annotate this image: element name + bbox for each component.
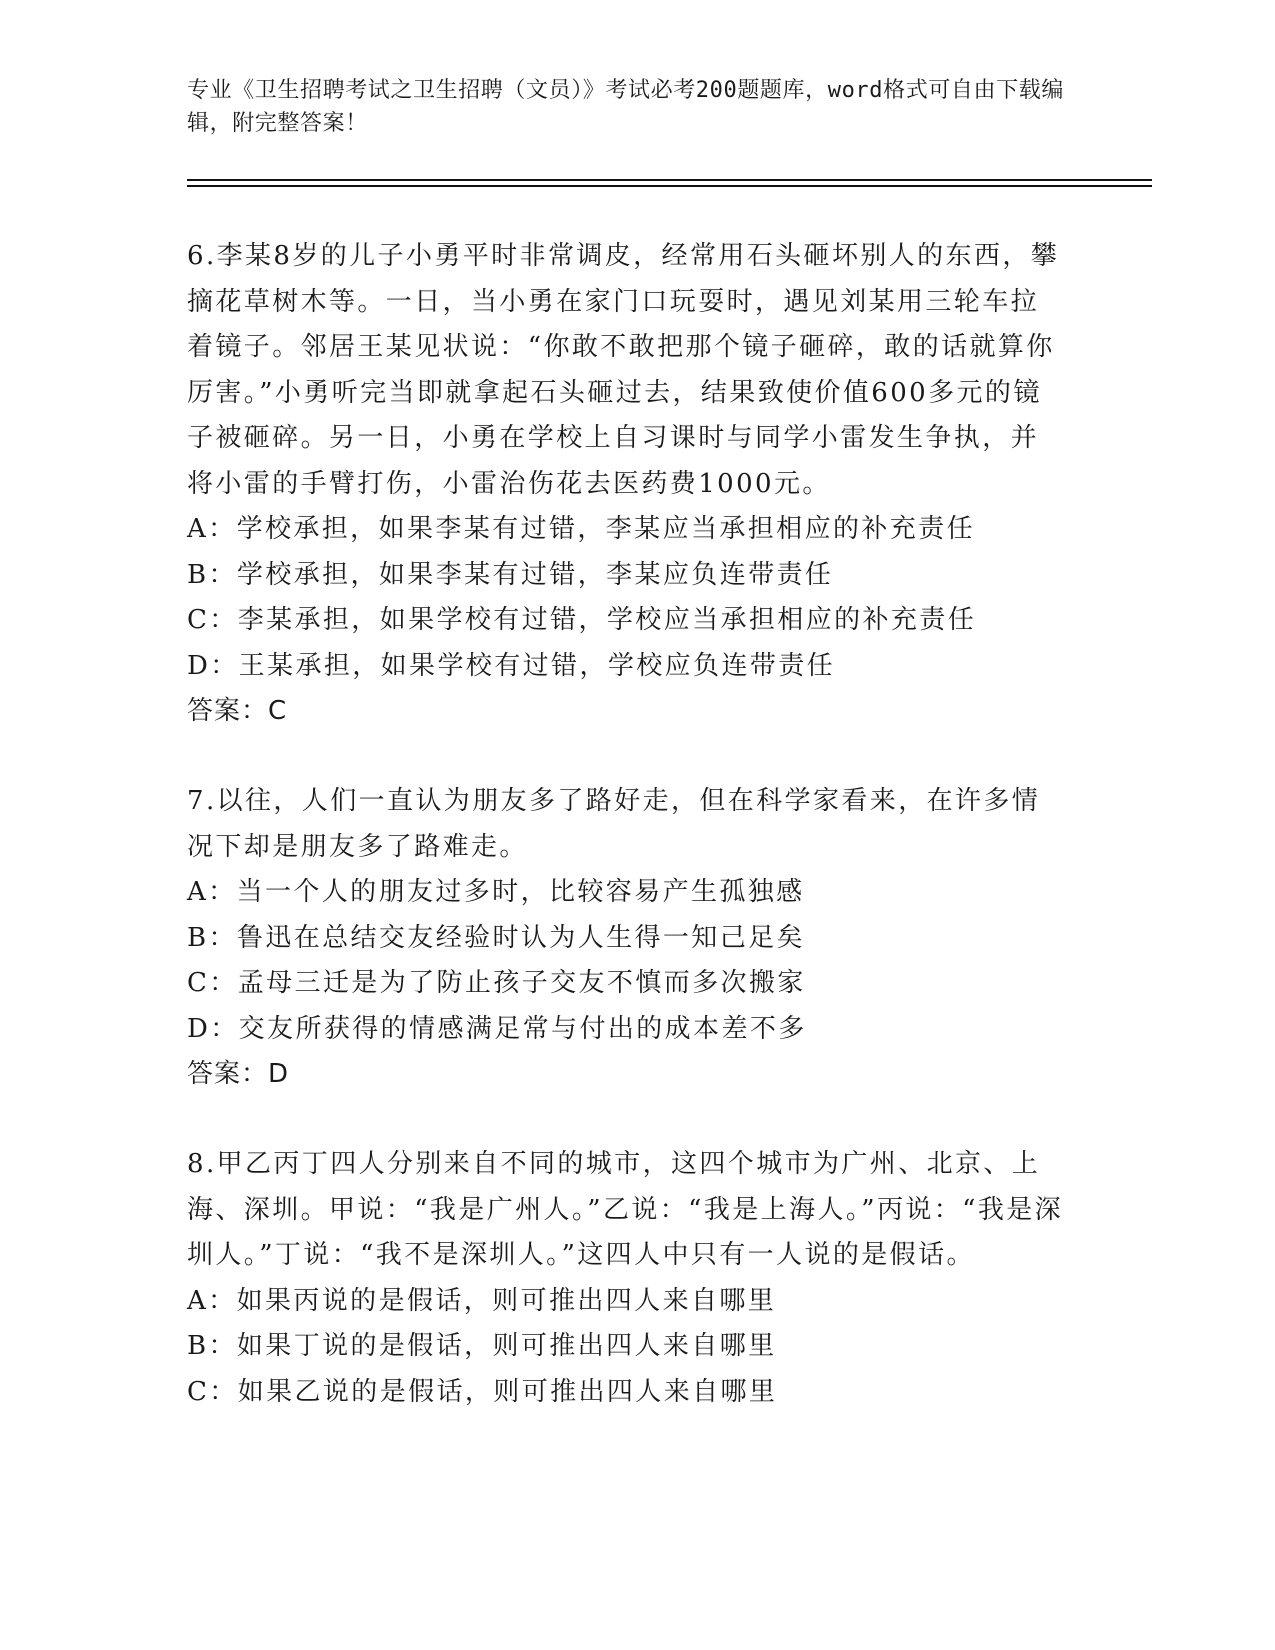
option-c: C：孟母三迁是为了防止孩子交友不慎而多次搬家 <box>187 968 806 998</box>
option-b: B：学校承担，如果李某有过错，李某应负连带责任 <box>187 559 834 590</box>
answer-line: 答案：C <box>187 696 288 726</box>
option-c: C：李某承担，如果学校有过错，学校应当承担相应的补充责任 <box>187 605 977 635</box>
question-stem: 6.李某8岁的儿子小勇平时非常调皮，经常用石头砸坏别人的东西，攀摘花草树木等。一日，当小勇在家门口玩耍时，遇见刘某用三轮车拉着镜子。邻居王某见状说：“你敢不敢把那个镜子砸碎，敢的话就算你厉害。”小勇听完当即就拿起石头砸过去，结果致使价值600多元的镜子被砸碎。另一日，小勇在学校上自习课时与同学小雷发生争执，并将小雷的手臂打伤，小雷治伤花去医药费1000元。 <box>187 241 1060 499</box>
question-stem: 7.以往，人们一直认为朋友多了路好走，但在科学家看来，在许多情况下却是朋友多了路难走。 <box>187 786 1041 862</box>
option-a: A：当一个人的朋友过多时，比较容易产生孤独感 <box>187 877 805 907</box>
option-d: D：交友所获得的情感满足常与付出的成本差不多 <box>187 1013 807 1044</box>
option-a: A：学校承担，如果李某有过错，李某应当承担相应的补充责任 <box>187 514 975 544</box>
option-d: D：王某承担，如果学校有过错，学校应负连带责任 <box>187 650 836 681</box>
header-divider-top <box>187 179 1152 181</box>
option-b: B：鲁迅在总结交友经验时认为人生得一知己足矣 <box>187 922 805 953</box>
option-b: B：如果丁说的是假话，则可推出四人来自哪里 <box>187 1331 777 1361</box>
answer-line: 答案：D <box>187 1059 290 1089</box>
option-a: A：如果丙说的是假话，则可推出四人来自哪里 <box>187 1285 777 1316</box>
header-divider-bottom <box>187 185 1152 187</box>
question-block-7 <box>187 779 1067 1098</box>
question-block-8 <box>187 1142 1067 1415</box>
question-block-6 <box>187 234 1067 735</box>
question-stem: 8.甲乙丙丁四人分别来自不同的城市，这四个城市为广州、北京、上海、深圳。甲说：“我是广州人。”乙说：“我是上海人。”丙说：“我是深圳人。”丁说：“我不是深圳人。”这四人中只有一人说的是假话。 <box>187 1149 1064 1270</box>
document-header: 专业《卫生招聘考试之卫生招聘（文员）》考试必考200题题库，word格式可自由下载编辑，附完整答案！ <box>187 78 1064 136</box>
option-c: C：如果乙说的是假话，则可推出四人来自哪里 <box>187 1376 778 1407</box>
